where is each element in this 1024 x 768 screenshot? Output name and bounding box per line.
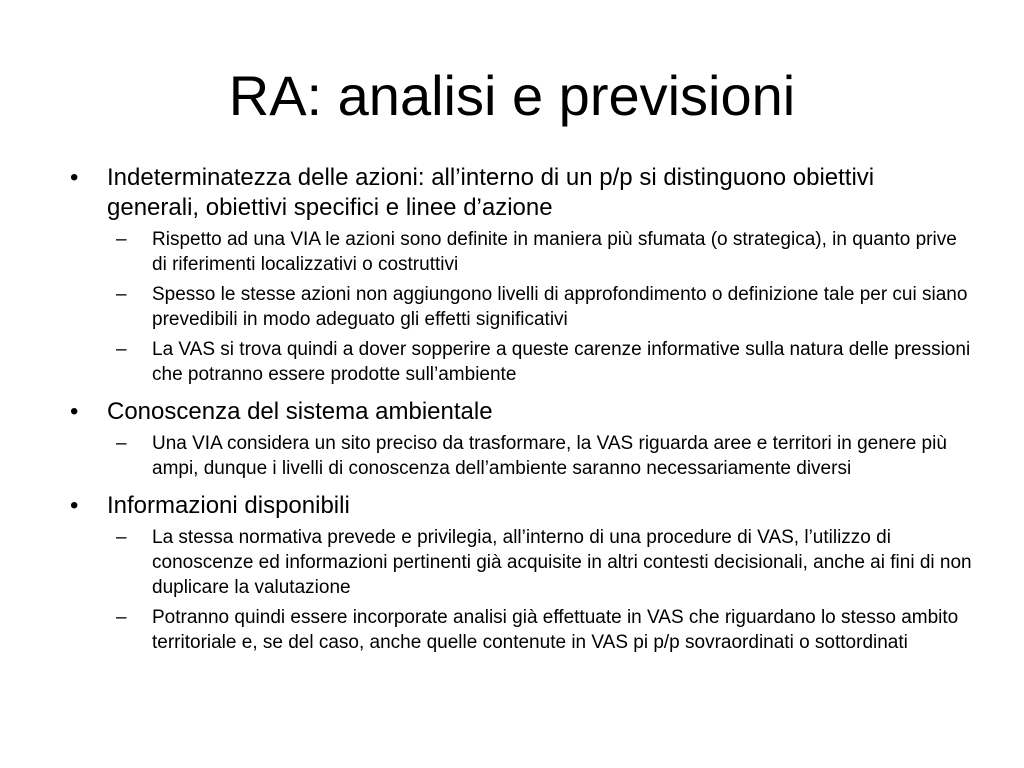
bullet-text: Conoscenza del sistema ambientale (107, 398, 493, 425)
dash-marker: – (116, 433, 127, 454)
sub-bullet-item (116, 431, 972, 481)
sub-bullet-text: Spesso le stesse azioni non aggiungono livelli di approfondimento o definizione tale per cui siano prevedibili in modo adeguato gli effetti significativi (152, 284, 968, 330)
sub-bullet-text: La VAS si trova quindi a dover sopperire a queste carenze informative sulla natura delle pressioni che potranno essere prodotte sull’ambiente (152, 339, 971, 385)
slide-title: RA: analisi e previsioni (228, 64, 796, 127)
sub-bullet-text: Rispetto ad una VIA le azioni sono definite in maniera più sfumata (o strategica), in quanto prive di riferimenti localizzativi o costruttivi (152, 229, 957, 275)
sub-bullet-item (116, 605, 972, 655)
slide-content (70, 163, 970, 655)
sub-bullet-item (116, 525, 972, 600)
bullet-text: Indeterminatezza delle azioni: all’interno di un p/p si distinguono obiettivi generali, obiettivi specifici e linee d’azione (107, 164, 875, 221)
bullet-item (70, 397, 970, 427)
sub-bullet-text: La stessa normativa prevede e privilegia, all’interno di una procedure di VAS, l’utilizzo di conoscenze ed informazioni pertinenti già acquisite in altri contesti decisionali, anche ai fini di non duplicare la valutazione (152, 527, 972, 598)
sub-bullet-item (116, 337, 972, 387)
dash-marker: – (116, 527, 127, 548)
dash-marker: – (116, 284, 127, 305)
bullet-item (70, 163, 970, 223)
sub-bullet-text: Una VIA considera un sito preciso da trasformare, la VAS riguarda aree e territori in genere più ampi, dunque i livelli di conoscenza dell’ambiente saranno necessariamente diversi (152, 433, 947, 479)
bullet-text: Informazioni disponibili (107, 492, 350, 519)
dash-marker: – (116, 339, 127, 360)
dash-marker: – (116, 229, 127, 250)
bullet-marker: • (70, 398, 79, 425)
bullet-marker: • (70, 492, 79, 519)
sub-bullet-text: Potranno quindi essere incorporate analisi già effettuate in VAS che riguardano lo stesso ambito territoriale e, se del caso, anche quelle contenute in VAS pi p/p sovraordinati o sottordinati (152, 607, 959, 653)
sub-bullet-item (116, 282, 972, 332)
bullet-item (70, 491, 970, 521)
dash-marker: – (116, 607, 127, 628)
sub-bullet-item (116, 227, 972, 277)
bullet-marker: • (70, 164, 79, 191)
